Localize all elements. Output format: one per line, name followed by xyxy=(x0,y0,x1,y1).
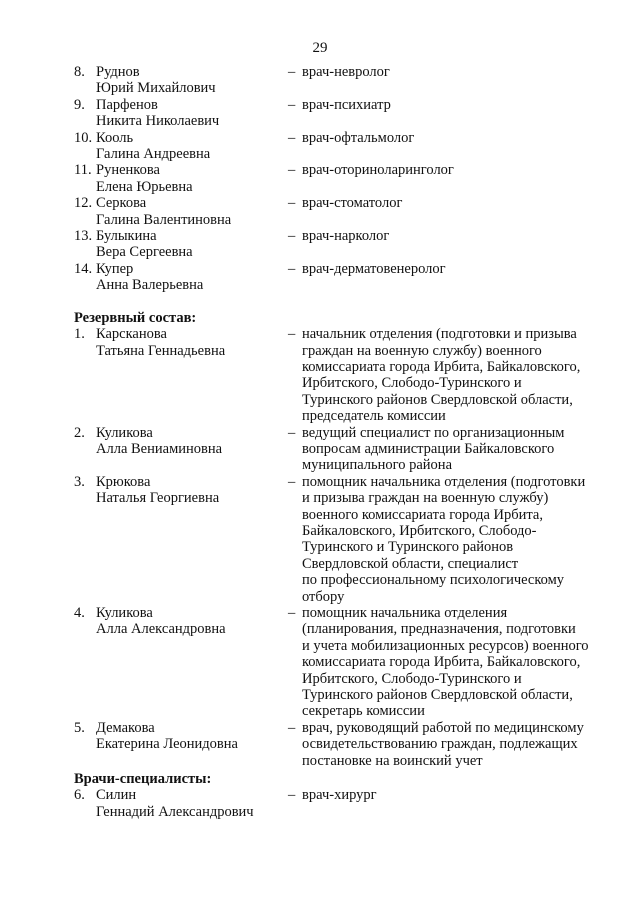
given-names: Татьяна Геннадьевна xyxy=(96,342,226,359)
position-line: и призыва граждан на военную службу) xyxy=(302,490,549,507)
item-number: 9. xyxy=(74,96,85,113)
item-number: 14. xyxy=(74,260,93,277)
dash: – xyxy=(288,129,296,146)
dash: – xyxy=(288,260,296,277)
given-names: Алла Вениаминовна xyxy=(96,440,223,457)
specialists-heading: Врачи-специалисты: xyxy=(74,771,212,788)
position xyxy=(302,64,614,97)
person-name xyxy=(96,326,288,424)
item-number: 2. xyxy=(74,424,85,441)
list-item xyxy=(74,162,614,195)
position-line: председатель комиссии xyxy=(302,408,446,425)
position-line: Туринского районов Свердловской области, xyxy=(302,687,573,704)
position xyxy=(302,130,614,163)
position-line: врач-офтальмолог xyxy=(302,129,415,146)
item-number: 6. xyxy=(74,787,85,804)
given-names: Наталья Георгиевна xyxy=(96,490,220,507)
list-item xyxy=(74,195,614,228)
dash: – xyxy=(288,473,296,490)
person-name xyxy=(96,720,288,769)
dash: – xyxy=(288,195,296,212)
position-line: врач-оториноларинголог xyxy=(302,162,454,179)
item-number: 4. xyxy=(74,605,85,621)
person-name xyxy=(96,787,288,820)
position xyxy=(302,261,614,294)
surname: Руненкова xyxy=(96,162,160,179)
position-line: помощник начальника отделения xyxy=(302,605,508,621)
position-line: ведущий специалист по организационным xyxy=(302,424,565,441)
surname: Купер xyxy=(96,260,134,277)
item-number: 1. xyxy=(74,326,85,343)
person-name xyxy=(96,195,288,228)
given-names: Анна Валерьевна xyxy=(96,277,204,294)
person-name xyxy=(96,605,288,720)
list-item xyxy=(74,326,614,424)
person-name xyxy=(96,228,288,261)
position xyxy=(302,97,614,130)
position-line: врач-невролог xyxy=(302,64,390,80)
person-name xyxy=(96,261,288,294)
surname: Карсканова xyxy=(96,326,167,343)
position-line: Туринского районов Свердловской области, xyxy=(302,391,573,408)
person-name xyxy=(96,474,288,605)
position-line: освидетельствованию граждан, подлежащих xyxy=(302,736,578,753)
position xyxy=(302,326,614,424)
dash: – xyxy=(288,162,296,179)
person-name xyxy=(96,425,288,474)
item-number: 12. xyxy=(74,195,93,212)
position-line: граждан на военную службу) военного xyxy=(302,342,542,359)
list-item xyxy=(74,228,614,261)
position-line: военного комиссариата города Ирбита, xyxy=(302,506,543,523)
position-line: помощник начальника отделения (подготовки xyxy=(302,473,586,490)
dash: – xyxy=(288,719,296,736)
position-line: врач-стоматолог xyxy=(302,195,403,212)
list-item xyxy=(74,474,614,605)
person-name xyxy=(96,130,288,163)
given-names: Екатерина Леонидовна xyxy=(96,736,238,753)
position-line: Ирбитского, Слободо-Туринского и xyxy=(302,670,522,687)
given-names: Никита Николаевич xyxy=(96,113,220,130)
list-item xyxy=(74,787,614,820)
item-number: 8. xyxy=(74,64,85,80)
surname: Куликова xyxy=(96,424,153,441)
surname: Демакова xyxy=(96,719,155,736)
surname: Парфенов xyxy=(96,96,158,113)
list-item xyxy=(74,720,614,769)
position-line: Ирбитского, Слободо-Туринского и xyxy=(302,375,522,392)
position-line: комиссариата города Ирбита, Байкаловского, xyxy=(302,358,581,375)
given-names: Алла Александровна xyxy=(96,621,226,638)
position-line: и учета мобилизационных ресурсов) военного xyxy=(302,637,589,654)
position-line: муниципального района xyxy=(302,457,452,474)
position-line: врач-нарколог xyxy=(302,228,390,245)
position-line: врач, руководящий работой по медицинскому xyxy=(302,719,584,736)
list-item xyxy=(74,261,614,294)
commission-list xyxy=(74,64,614,820)
surname: Руднов xyxy=(96,64,140,80)
item-number: 13. xyxy=(74,228,93,245)
list-item xyxy=(74,97,614,130)
position-line: отбору xyxy=(302,588,345,605)
dash: – xyxy=(288,326,296,343)
given-names: Галина Валентиновна xyxy=(96,211,232,228)
given-names: Елена Юрьевна xyxy=(96,178,193,195)
position-line: врач-хирург xyxy=(302,787,377,804)
position xyxy=(302,228,614,261)
person-name xyxy=(96,97,288,130)
surname: Крюкова xyxy=(96,473,151,490)
list-item xyxy=(74,605,614,720)
given-names: Юрий Михайлович xyxy=(96,80,216,97)
position xyxy=(302,195,614,228)
surname: Силин xyxy=(96,787,137,804)
position-line: постановке на воинский учет xyxy=(302,752,483,769)
item-number: 5. xyxy=(74,719,85,736)
given-names: Вера Сергеевна xyxy=(96,244,193,261)
surname: Куликова xyxy=(96,605,153,621)
person-name xyxy=(96,64,288,97)
position-line: Туринского и Туринского районов xyxy=(302,539,514,556)
position-line: (планирования, предназначения, подготовки xyxy=(302,621,576,638)
position-line: комиссариата города Ирбита, Байкаловского, xyxy=(302,654,581,671)
dash: – xyxy=(288,228,296,245)
position xyxy=(302,605,614,720)
position-line: по профессиональному психологическому xyxy=(302,572,565,589)
position-line: начальник отделения (подготовки и призыва xyxy=(302,326,577,343)
position-line: Свердловской области, специалист xyxy=(302,555,519,572)
list-item xyxy=(74,64,614,97)
position-line: врач-психиатр xyxy=(302,96,391,113)
given-names: Галина Андреевна xyxy=(96,146,211,163)
page-number: 29 xyxy=(312,40,328,56)
position-line: секретарь комиссии xyxy=(302,703,425,720)
surname: Кооль xyxy=(96,129,134,146)
given-names: Геннадий Александрович xyxy=(96,803,254,820)
surname: Серкова xyxy=(96,195,147,212)
position-line: вопросам администрации Байкаловского xyxy=(302,440,555,457)
reserve-heading: Резервный состав: xyxy=(74,309,197,326)
dash: – xyxy=(288,424,296,441)
surname: Булыкина xyxy=(96,228,157,245)
item-number: 10. xyxy=(74,129,93,146)
list-item xyxy=(74,425,614,474)
position xyxy=(302,787,614,820)
position xyxy=(302,425,614,474)
dash: – xyxy=(288,96,296,113)
item-number: 11. xyxy=(74,162,92,179)
position xyxy=(302,474,614,605)
person-name xyxy=(96,162,288,195)
dash: – xyxy=(288,787,296,804)
position xyxy=(302,162,614,195)
list-item xyxy=(74,130,614,163)
dash: – xyxy=(288,605,296,621)
dash: – xyxy=(288,64,296,80)
position xyxy=(302,720,614,769)
item-number: 3. xyxy=(74,473,85,490)
position-line: врач-дерматовенеролог xyxy=(302,260,446,277)
position-line: Байкаловского, Ирбитского, Слободо- xyxy=(302,522,537,539)
